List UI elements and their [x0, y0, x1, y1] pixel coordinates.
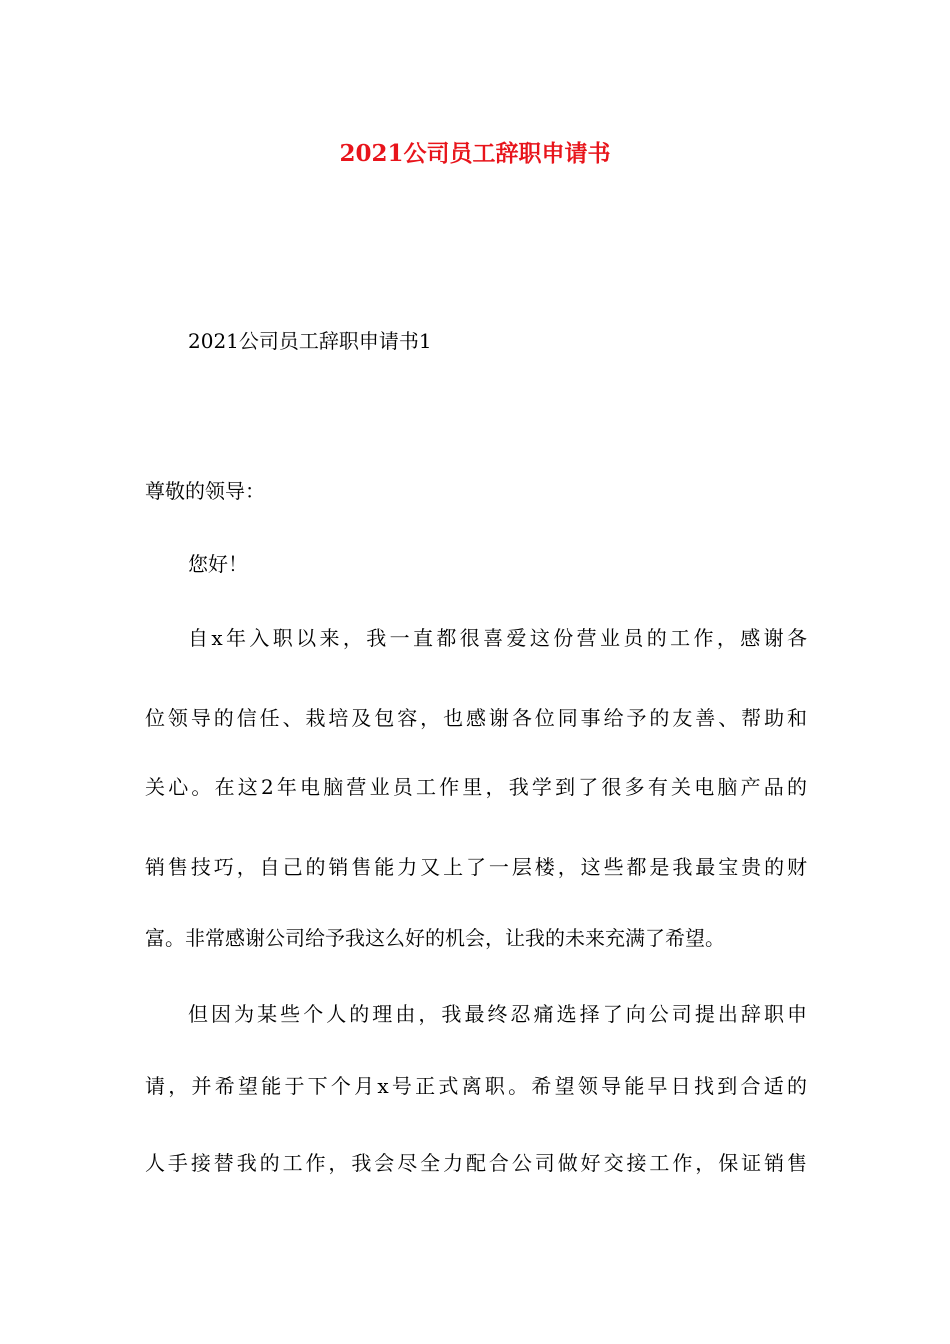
paragraph-1-line: 位领导的信任、栽培及包容，也感谢各位同事给予的友善、帮助和 — [145, 706, 807, 730]
paragraph-2-line: 请，并希望能于下个月x号正式离职。希望领导能早日找到合适的 — [145, 1074, 807, 1098]
paragraph-1-line: 关心。在这2年电脑营业员工作里，我学到了很多有关电脑产品的 — [145, 775, 807, 799]
paragraph-1-line: 销售技巧，自己的销售能力又上了一层楼，这些都是我最宝贵的财 — [145, 855, 807, 879]
paragraph-1-line: 富。非常感谢公司给予我这么好的机会，让我的未来充满了希望。 — [145, 926, 725, 950]
document-title: 2021公司员工辞职申请书 — [339, 140, 611, 167]
paragraph-2-line: 人手接替我的工作，我会尽全力配合公司做好交接工作，保证销售 — [145, 1151, 807, 1175]
paragraph-1-line: 自x年入职以来，我一直都很喜爱这份营业员的工作，感谢各 — [188, 626, 807, 650]
section-heading: 2021公司员工辞职申请书1 — [188, 329, 432, 353]
salutation: 尊敬的领导： — [145, 479, 265, 503]
paragraph-2-line: 但因为某些个人的理由，我最终忍痛选择了向公司提出辞职申 — [188, 1002, 807, 1026]
greeting: 您好！ — [188, 552, 248, 576]
